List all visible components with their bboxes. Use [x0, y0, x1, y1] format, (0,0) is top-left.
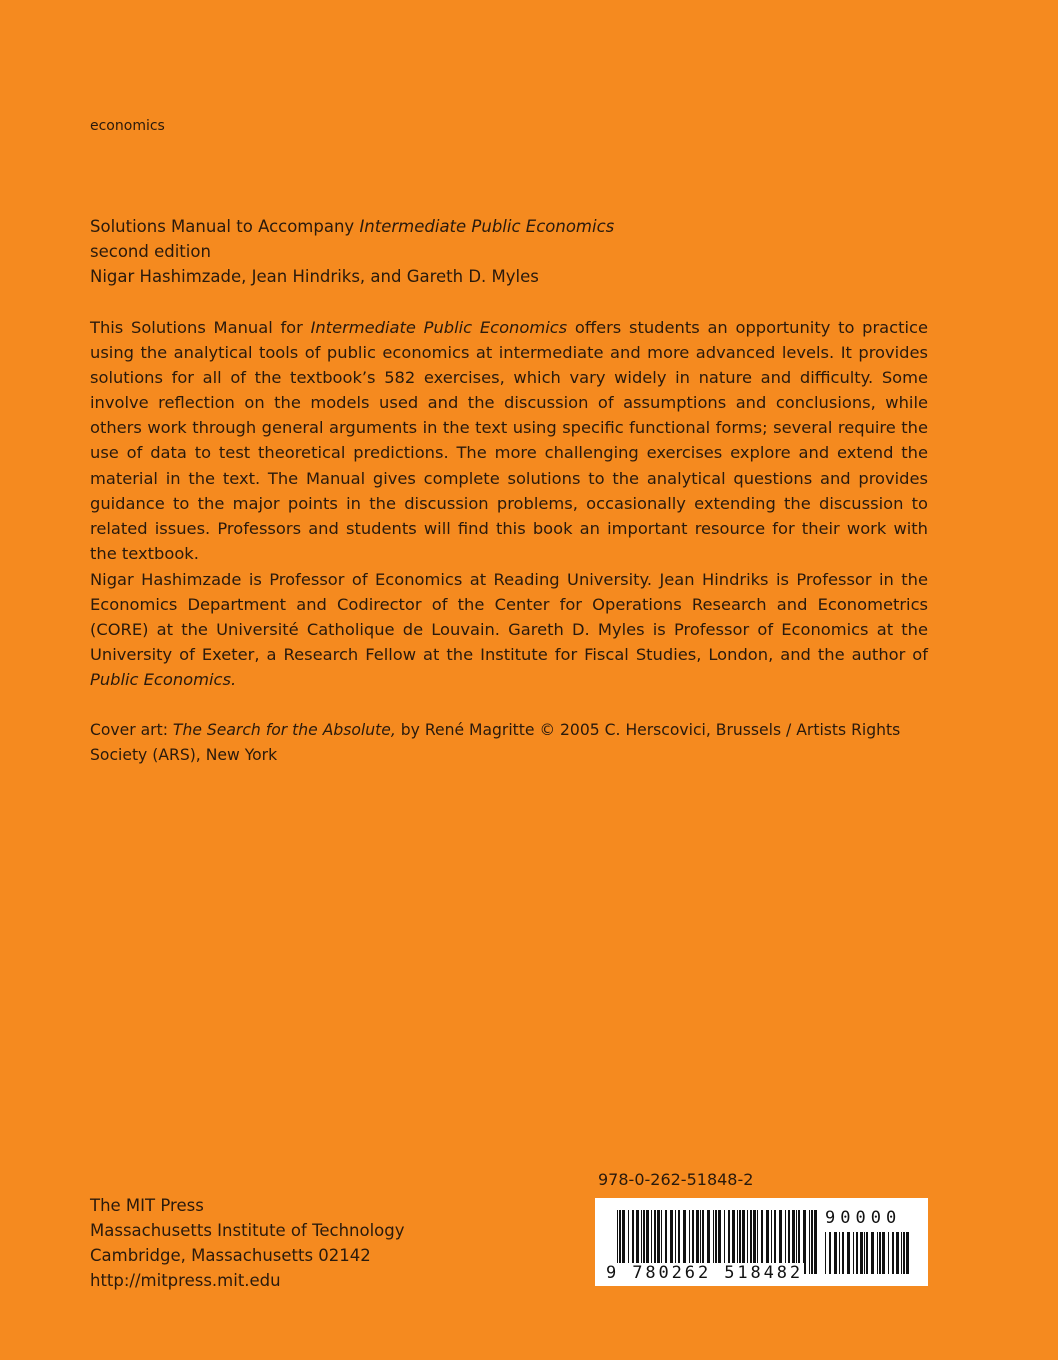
credit-art-italic: The Search for the Absolute,	[172, 721, 396, 739]
barcode-bar-1	[829, 1232, 831, 1274]
desc-lead: This Solutions Manual for	[90, 318, 311, 337]
desc-lead-italic: Intermediate Public Economics	[310, 318, 568, 337]
book-edition: second edition	[90, 242, 211, 261]
title-prefix: Solutions Manual to Accompany	[90, 217, 360, 236]
book-authors: Nigar Hashimzade, Jean Hindriks, and Gareth D. Myles	[90, 267, 539, 286]
barcode-bar-6	[853, 1232, 854, 1274]
barcode-bar-3	[839, 1232, 840, 1274]
author-bio-paragraph	[90, 567, 928, 692]
barcode-bar-10	[866, 1232, 868, 1274]
publisher-url: http://mitpress.mit.edu	[90, 1271, 281, 1290]
description-paragraph	[90, 315, 928, 566]
cover-art-credit	[90, 718, 928, 768]
isbn-text: 978-0-262-51848-2	[598, 1170, 754, 1189]
barcode-digits: 9 780262 518482	[606, 1263, 804, 1283]
publisher-institution: Massachusetts Institute of Technology	[90, 1221, 405, 1240]
credit-rest: by René Magritte © 2005 C. Herscovici, Brussels / Artists Rights Society (ARS), New York	[90, 721, 901, 764]
barcode-price-code: 90000	[825, 1208, 902, 1228]
bio-book-italic: Public Economics.	[90, 670, 237, 690]
barcode-bar-4	[842, 1232, 844, 1274]
barcode-bar-17	[896, 1232, 899, 1274]
barcode-bar-2	[834, 1232, 837, 1274]
barcode-bar-50	[814, 1210, 817, 1274]
barcode-bar-18	[901, 1232, 902, 1274]
barcode-bar-12	[877, 1232, 878, 1274]
barcode-bar-9	[864, 1232, 865, 1274]
desc-rest: offers students an opportunity to practice using the analytical tools of public economics at intermediate and more advanced levels. It provides solutions for all of the textbook’s 582 exercises, which vary widely in nature and difficulty. Some involve reflection on the models used and the discussion of assumptions and conclusions, while others work through general arguments in the text using specific functional forms; several require the use of data to test theoretical predictions. The more challenging exercises explore and extend the material in the text. The Manual gives complete solutions to the analytical questions and provides guidance to the major points in the discussion problems, occasionally extending the discussion to related issues. Professors and students will find this book an important resource for their work with the textbook.	[90, 318, 928, 563]
publisher-name: The MIT Press	[90, 1196, 204, 1215]
barcode-bar-48	[809, 1210, 810, 1274]
barcode-bar-13	[879, 1232, 881, 1274]
barcode-bar-19	[903, 1232, 905, 1274]
barcode-bar-14	[882, 1232, 885, 1274]
bio-text: Nigar Hashimzade is Professor of Economics at Reading University. Jean Hindriks is Professor in the Economics Department and Codirector of the Center for Operations Research and Econometrics (CORE) at the Université Catholique de Louvain. Gareth D. Myles is Professor of Economics at the University of Exeter, a Research Fellow at the Institute for Fiscal Studies, London, and the author of	[90, 570, 928, 665]
barcode-bar-7	[856, 1232, 858, 1274]
barcode-bar-5	[847, 1232, 850, 1274]
barcode-bar-20	[906, 1232, 909, 1274]
barcode-bar-49	[811, 1210, 813, 1274]
category-label: economics	[90, 118, 165, 134]
book-info	[90, 214, 928, 289]
barcode-bar-16	[892, 1232, 894, 1274]
barcode	[595, 1198, 928, 1286]
publisher-address: Cambridge, Massachusetts 02142	[90, 1246, 371, 1265]
publisher-info	[90, 1193, 490, 1293]
credit-prefix: Cover art:	[90, 721, 173, 739]
barcode-bar-8	[860, 1232, 863, 1274]
barcode-bar-11	[871, 1232, 874, 1274]
barcode-bar-15	[888, 1232, 889, 1274]
title-italic: Intermediate Public Economics	[359, 217, 615, 236]
book-title	[90, 214, 928, 239]
barcode-bar-0	[825, 1232, 826, 1274]
